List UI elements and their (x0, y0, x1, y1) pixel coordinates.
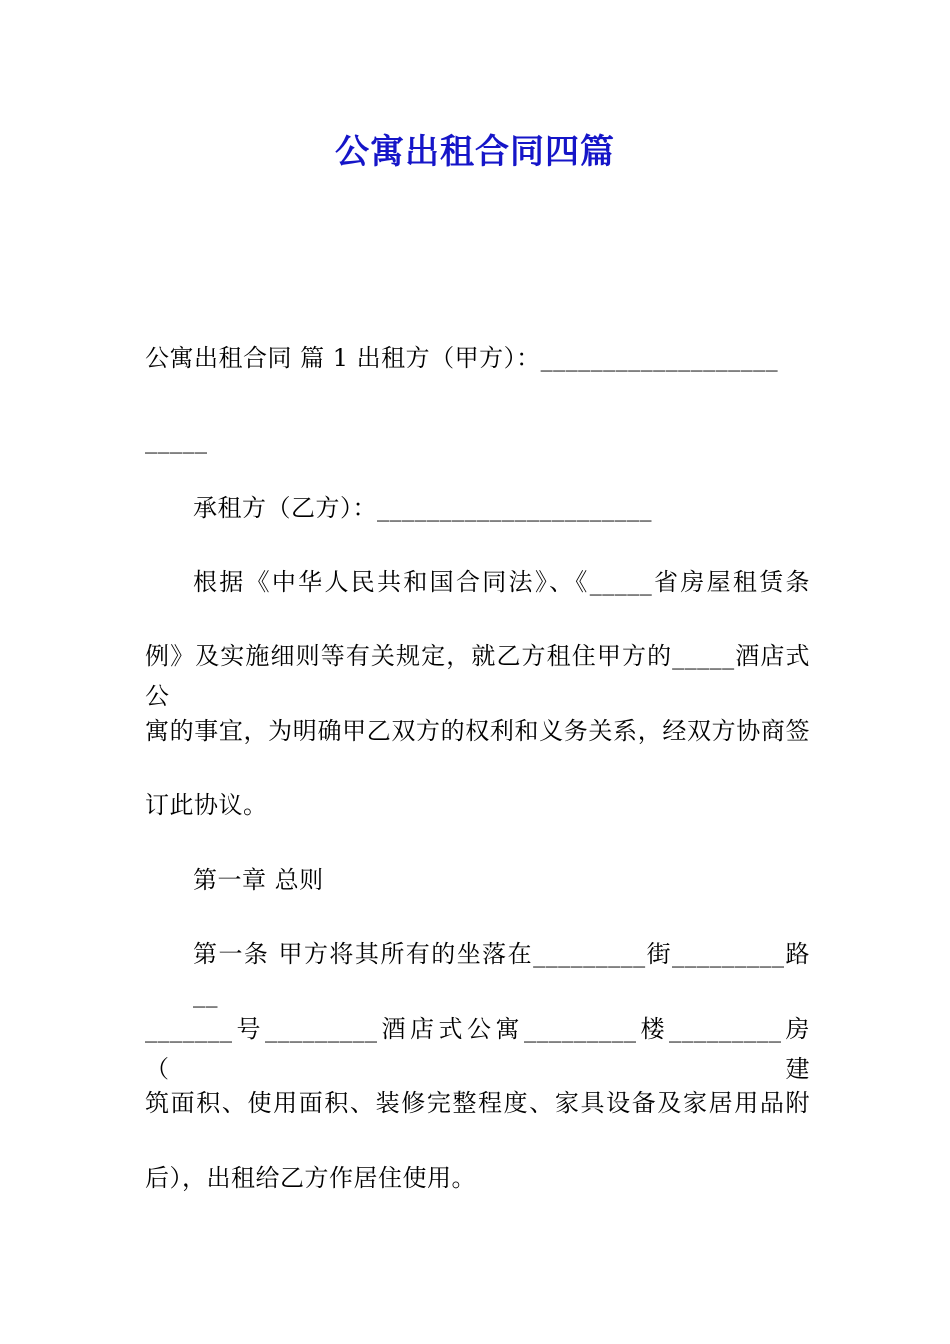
paragraph-line-header-cont: _____ (145, 426, 208, 454)
paragraph-line-basis-2: 例》及实施细则等有关规定，就乙方租住甲方的_____酒店式公 (145, 642, 810, 710)
article-line-2: _______号_________酒店式公寓_________楼_________房（建 (145, 1015, 810, 1083)
paragraph-line-basis-1: 根据《中华人民共和国合同法》、《_____省房屋租赁条 (193, 568, 810, 596)
article-line-1: 第一条 甲方将其所有的坐落在_________街_________路__ (193, 940, 810, 1008)
paragraph-line-basis-4: 订此协议。 (145, 791, 268, 819)
paragraph-line-lessee: 承租方（乙方）：______________________ (193, 494, 652, 522)
document-title: 公寓出租合同四篇 (335, 132, 615, 172)
chapter-heading: 第一章 总则 (193, 866, 324, 894)
paragraph-line-basis-3: 寓的事宜，为明确甲乙双方的权利和义务关系，经双方协商签 (145, 717, 810, 745)
article-line-4: 后），出租给乙方作居住使用。 (145, 1164, 476, 1192)
article-line-3: 筑面积、使用面积、装修完整程度、家具设备及家居用品附 (145, 1089, 810, 1117)
paragraph-line-header: 公寓出租合同 篇 1 出租方（甲方）：___________________ (145, 344, 779, 372)
